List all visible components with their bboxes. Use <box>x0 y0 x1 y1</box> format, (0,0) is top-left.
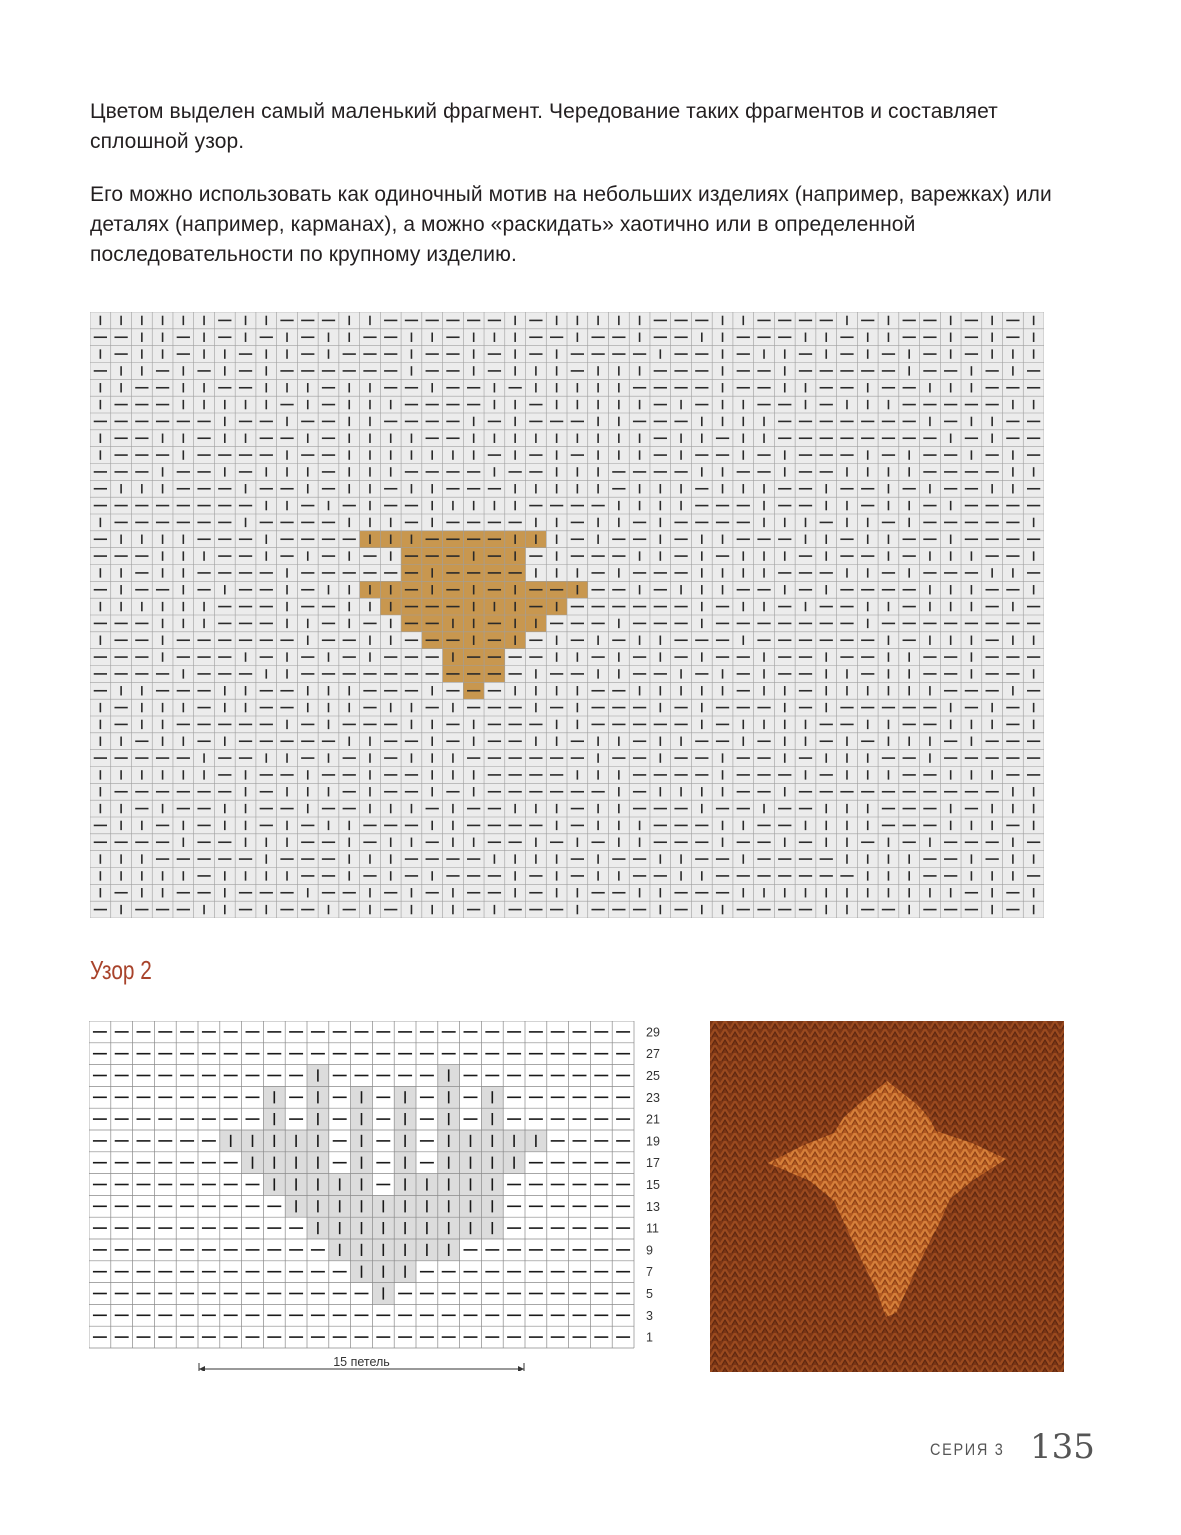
row-number: 23 <box>646 1090 660 1105</box>
row-number: 3 <box>646 1308 653 1323</box>
small-knitting-chart <box>89 1021 679 1371</box>
row-number: 21 <box>646 1112 660 1127</box>
intro-paragraph-1: Цветом выделен самый маленький фрагмент. Чередование таких фрагментов и составляет сплошной узор. <box>90 100 998 153</box>
repeat-label: 15 петель <box>333 1355 390 1369</box>
intro-paragraph-2: Его можно использовать как одиночный мотив на небольших изделиях (например, варежках) или деталях (например, карманах), а можно «раскидать» хаотично или в определенной последовательности по крупному изделию. <box>90 183 1052 266</box>
row-number: 27 <box>646 1047 660 1062</box>
row-number: 7 <box>646 1265 653 1280</box>
row-number: 29 <box>646 1025 660 1040</box>
row-number: 17 <box>646 1156 660 1171</box>
row-number: 1 <box>646 1330 653 1345</box>
row-number: 15 <box>646 1178 660 1192</box>
row-number: 5 <box>646 1287 653 1301</box>
row-number: 13 <box>646 1199 660 1214</box>
row-number: 11 <box>646 1221 659 1236</box>
big-knitting-chart <box>90 312 1044 918</box>
section-heading: Узор 2 <box>90 955 152 985</box>
page-number: 135 <box>1030 1427 1095 1467</box>
row-number: 9 <box>646 1243 653 1258</box>
row-number: 19 <box>646 1134 660 1149</box>
row-number: 25 <box>646 1069 660 1083</box>
footer-series: СЕРИЯ 3 <box>930 1440 1005 1459</box>
knitted-swatch-photo <box>710 1021 1064 1372</box>
